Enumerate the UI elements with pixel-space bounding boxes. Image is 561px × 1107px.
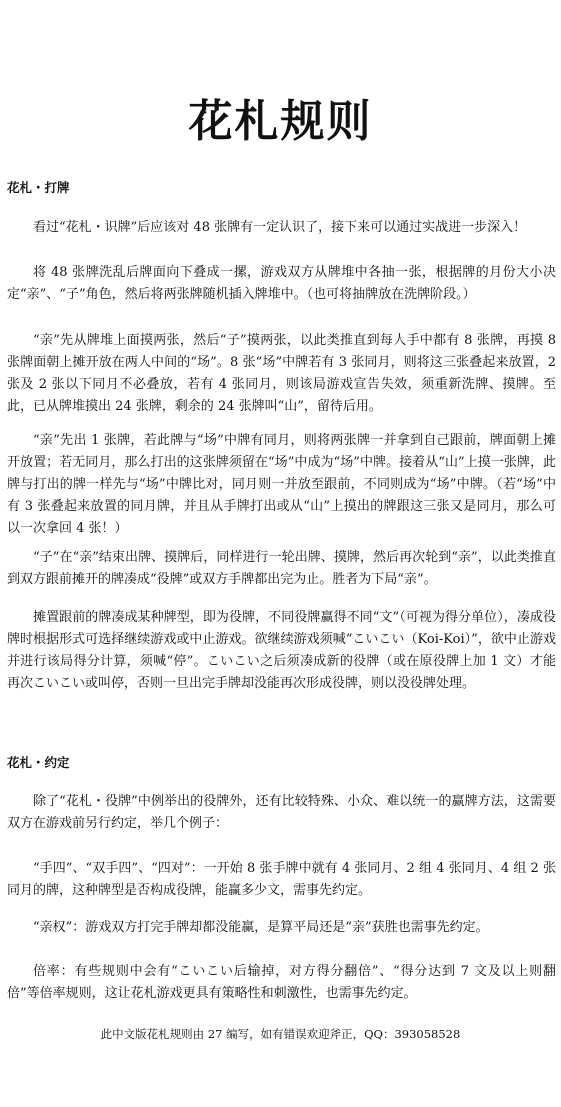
paragraph: “亲”先从牌堆上面摸两张，然后“子”摸两张，以此类推直到每人手中都有 8 张牌，再摸 8 张牌面朝上摊开放在两人中间的“场”。8 张“场”中牌若有 3 张同月，则将这三张叠起来放置，2 张及 2 张以下同月不必叠放，若有 4 张同月，则该局游戏宣告失效，须重新洗牌、摸牌。至此，已从牌堆摸出 24 张牌，剩余的 24 张牌叫“山”，留待后用。 [7,333,556,414]
paragraph: 摊置跟前的牌凑成某种牌型，即为役牌，不同役牌赢得不同“文”（可视为得分单位），凑成役牌时根据形式可选择继续游戏或中止游戏。欲继续游戏须喊“こいこい（Koi-Koi）”，欲中止游戏并进行该局得分计算，须喊“停”。こいこい之后须凑成新的役牌（或在原役牌上加 1 文）才能再次こいこい或叫停，否则一旦出完手牌却没能再次形成役牌，则以没役牌处理。 [7,610,556,691]
paragraph: “手四”、“双手四”、“四对”：一开始 8 张手牌中就有 4 张同月、2 组 4 张同月、4 组 2 张同月的牌，这种牌型是否构成役牌，能赢多少文，需事先约定。 [7,861,556,898]
paragraph: 倍率：有些规则中会有“こいこい后输掉，对方得分翻倍”、“得分达到 7 文及以上则翻倍”等倍率规则，这让花札游戏更具有策略性和刺激性，也需事先约定。 [7,964,556,1001]
section-heading-agreement: 花札・约定 [7,755,70,770]
page-title: 花札规则 [188,96,373,147]
footer-note: 此中文版花札规则由 27 编写，如有错误欢迎斧正，QQ：393058528 [100,1027,461,1041]
section-heading-play: 花札・打牌 [7,180,70,195]
paragraph: 看过“花札・识牌”后应该对 48 张牌有一定认识了，接下来可以通过实战进一步深入！ [33,220,527,235]
paragraph: “亲”先出 1 张牌，若此牌与“场”中牌有同月，则将两张牌一并拿到自己跟前，牌面朝上摊开放置；若无同月，那么打出的这张牌须留在“场”中成为“场”中牌。接着从“山”上摸一张牌，此牌与打出的牌一样先与“场”中牌比对，同月则一并放至跟前，不同则成为“场”中牌。（若“场”中有 3 张叠起来放置的同月牌，并且从手牌打出或从“山”上摸出的牌跟这三张又是同月，那么可以一次拿回 4 张！） [7,433,556,536]
paragraph: “亲权”：游戏双方打完手牌却都没能赢，是算平局还是“亲”获胜也需事先约定。 [33,920,489,935]
paragraph: 除了“花札・役牌”中例举出的役牌外，还有比较特殊、小众、难以统一的赢牌方法，这需要双方在游戏前另行约定，举几个例子： [7,794,556,831]
paragraph: “子”在“亲”结束出牌、摸牌后，同样进行一轮出牌、摸牌，然后再次轮到“亲”，以此类推直到双方跟前摊开的牌凑成“役牌”或双方手牌都出完为止。胜者为下局“亲”。 [7,550,556,587]
paragraph: 将 48 张牌洗乱后牌面向下叠成一摞，游戏双方从牌堆中各抽一张，根据牌的月份大小决定“亲”、“子”角色，然后将两张牌随机插入牌堆中。（也可将抽牌放在洗牌阶段。） [7,265,556,302]
